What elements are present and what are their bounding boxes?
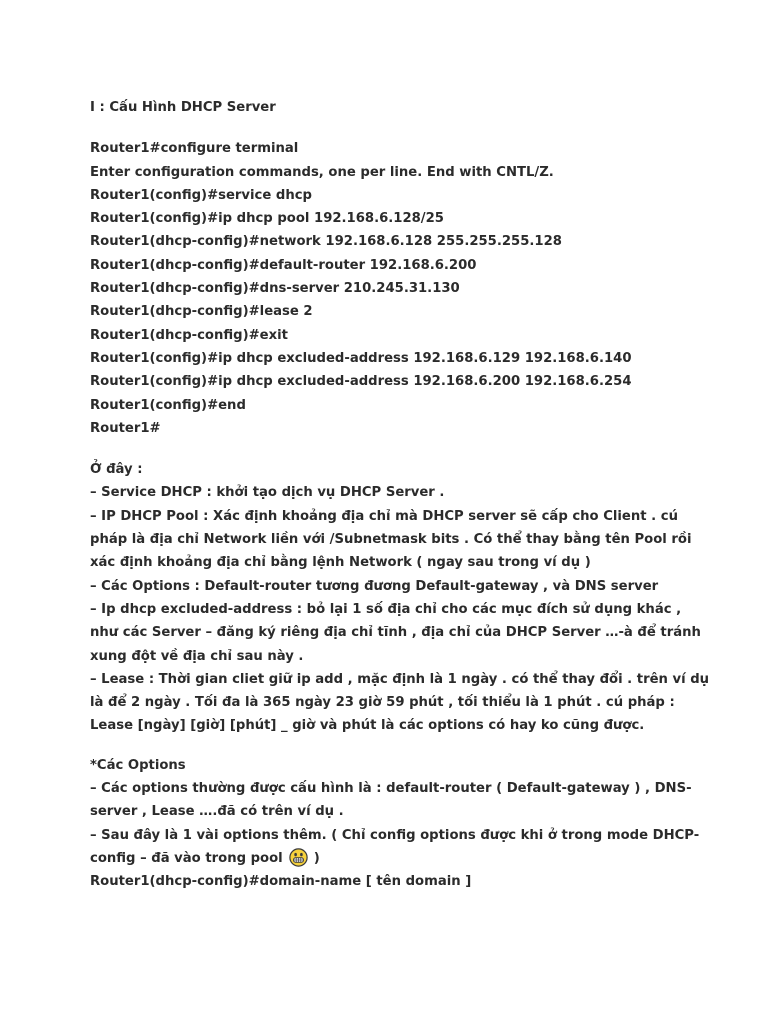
explanation-item: – Service DHCP : khởi tạo dịch vụ DHCP Server .: [90, 485, 445, 501]
config-line: Router1(dhcp-config)#lease 2: [90, 304, 313, 320]
options-text: – Các options thường được cấu hình là : default-router ( Default-gateway ) , DNS-server , Lease ….đã có trên ví dụ .: [90, 781, 692, 820]
explanation-item: – Ip dhcp excluded-address : bỏ lại 1 số địa chỉ cho các mục đích sử dụng khác , như các Server – đăng ký riêng địa chỉ tĩnh , địa chỉ của DHCP Server …-à để tránh xung đột về địa chỉ sau này .: [90, 601, 701, 664]
config-line: Router1(dhcp-config)#default-router 192.168.6.200: [90, 257, 477, 273]
grinning-face-icon: [289, 848, 308, 867]
options-block: [90, 754, 710, 894]
domain-name-command: Router1(dhcp-config)#domain-name [ tên domain ]: [90, 874, 472, 890]
config-block: [90, 137, 710, 440]
config-line: Router1#configure terminal: [90, 141, 299, 157]
config-line: Router1(dhcp-config)#dns-server 210.245.31.130: [90, 281, 460, 297]
config-line: Router1(config)#end: [90, 397, 246, 413]
config-line: Router1(dhcp-config)#exit: [90, 327, 288, 343]
config-line: Router1(config)#ip dhcp excluded-address 192.168.6.200 192.168.6.254: [90, 374, 632, 390]
config-line: Router1(config)#service dhcp: [90, 187, 312, 203]
options-text-part: – Sau đây là 1 vài options thêm. ( Chỉ config options được khi ở trong mode DHCP-config – đã vào trong pool: [90, 827, 700, 866]
options-text: [90, 824, 710, 871]
config-line: Router1(config)#ip dhcp pool 192.168.6.128/25: [90, 211, 444, 227]
options-title: *Các Options: [90, 757, 186, 773]
explanation-block: [90, 458, 710, 738]
document-content: [90, 96, 710, 894]
config-line: Router1#: [90, 420, 161, 436]
options-text-part: ): [313, 850, 320, 866]
config-line: Router1(dhcp-config)#network 192.168.6.128 255.255.255.128: [90, 234, 562, 250]
explanation-item: – Các Options : Default-router tương đương Default-gateway , và DNS server: [90, 578, 659, 594]
explanation-item: – IP DHCP Pool : Xác định khoảng địa chỉ mà DHCP server sẽ cấp cho Client . cú pháp là địa chỉ Network liền với /Subnetmask bits . Có thể thay bằng tên Pool rồi xác định khoảng địa chỉ bằng lệnh Network ( ngay sau trong ví dụ ): [90, 508, 692, 571]
explanation-title: Ở đây :: [90, 462, 143, 478]
config-line: Router1(config)#ip dhcp excluded-address 192.168.6.129 192.168.6.140: [90, 350, 632, 366]
config-line: Enter configuration commands, one per line. End with CNTL/Z.: [90, 164, 554, 180]
section-heading: I : Cấu Hình DHCP Server: [90, 100, 276, 115]
explanation-item: – Lease : Thời gian cliet giữ ip add , mặc định là 1 ngày . có thể thay đổi . trên ví dụ là để 2 ngày . Tối đa là 365 ngày 23 giờ 59 phút , tối thiểu là 1 phút . cú pháp : Lease [ngày] [giờ] [phút] _ giờ và phút là các options có hay ko cũng được.: [90, 671, 710, 734]
